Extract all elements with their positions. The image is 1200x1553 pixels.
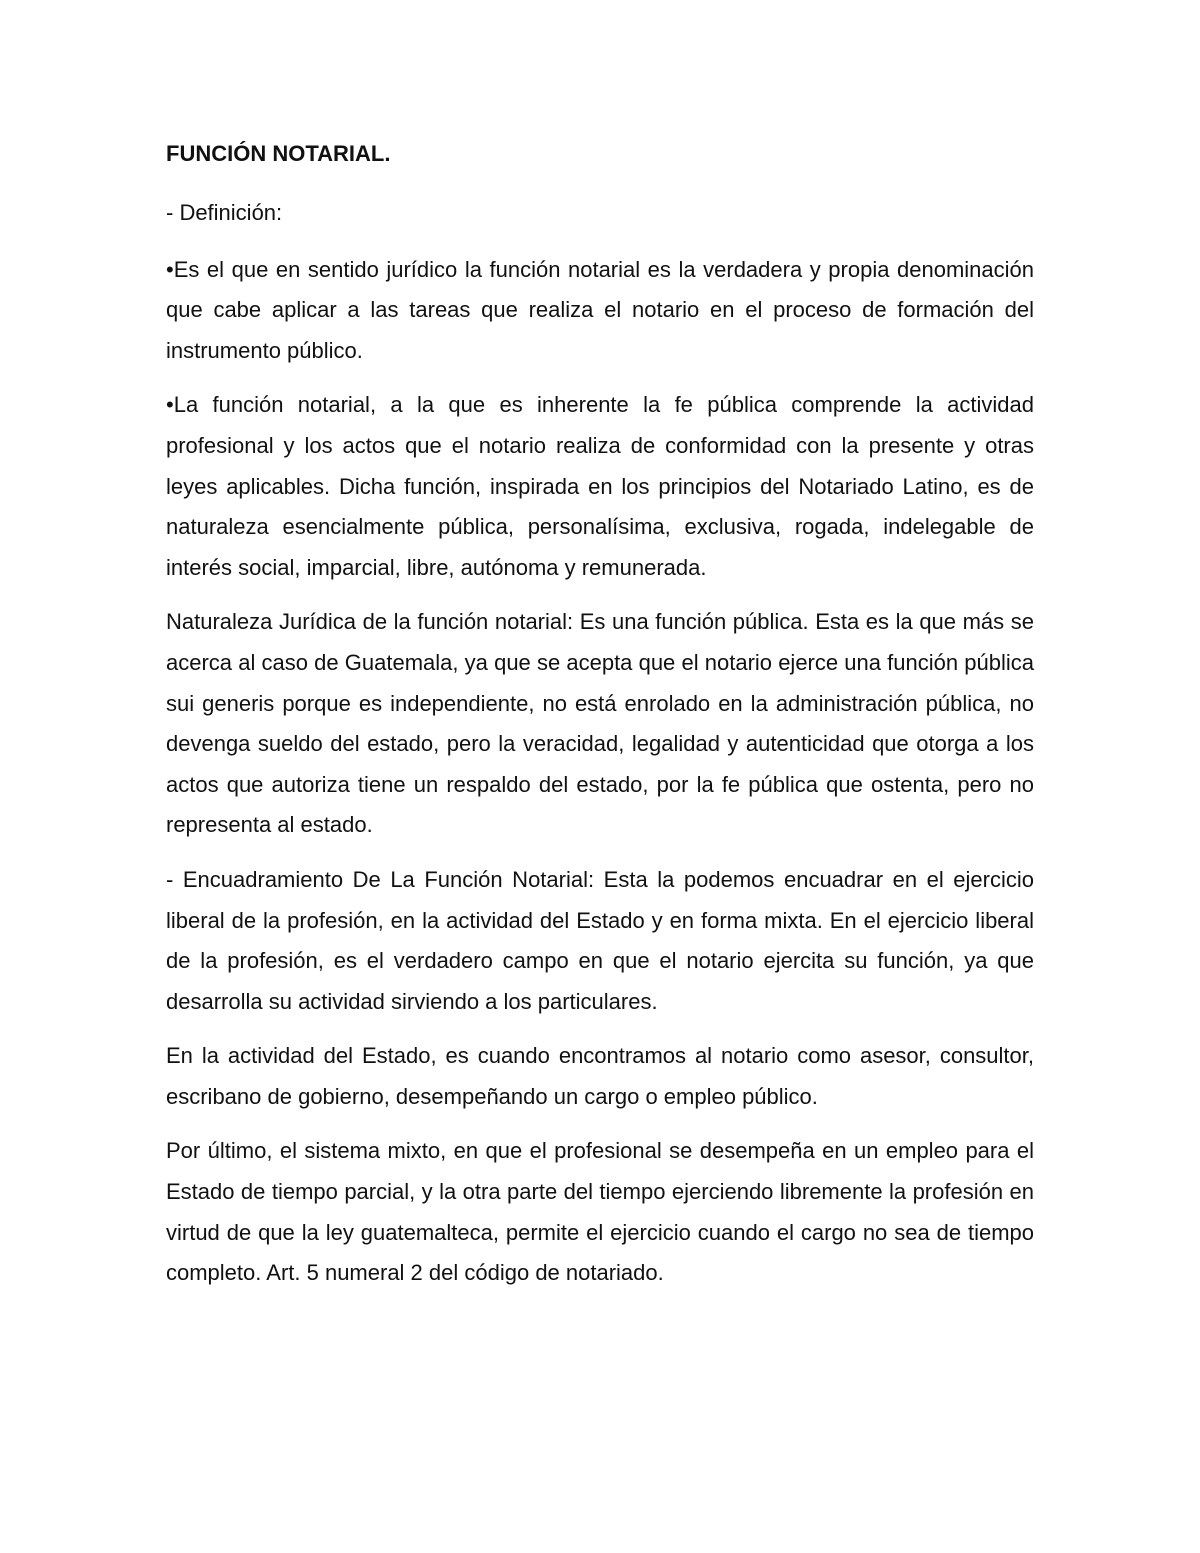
definition-bullet-2 xyxy=(166,385,1034,588)
document-title: FUNCIÓN NOTARIAL. xyxy=(166,141,391,166)
paragraph-actividad-estado: En la actividad del Estado, es cuando encontramos al notario como asesor, consultor, escribano de gobierno, desempeñando un cargo o empleo público. xyxy=(166,1043,1034,1109)
definition-bullet-1 xyxy=(166,250,1034,372)
bullet-2-text: La función notarial, a la que es inherente la fe pública comprende la actividad profesional y los actos que el notario realiza de conformidad con la presente y otras leyes aplicables. Dicha función, inspirada en los principios del Notariado Latino, es de naturaleza esencialmente pública, personalísima, exclusiva, rogada, indelegable de interés social, imparcial, libre, autónoma y remunerada. xyxy=(166,392,1034,580)
bullet-icon: • xyxy=(166,392,174,418)
paragraph-encuadramiento: - Encuadramiento De La Función Notarial: Esta la podemos encuadrar en el ejercicio liberal de la profesión, en la actividad del Estado y en forma mixta. En el ejercicio liberal de la profesión, es el verdadero campo en que el notario ejercita su función, ya que desarrolla su actividad sirviendo a los particulares. xyxy=(166,866,1034,1014)
paragraph-sistema-mixto: Por último, el sistema mixto, en que el profesional se desempeña en un empleo para el Estado de tiempo parcial, y la otra parte del tiempo ejerciendo libremente la profesión en virtud de que la ley guatemalteca, permite el ejercicio cuando el cargo no sea de tiempo completo. Art. 5 numeral 2 del código de notariado. xyxy=(166,1138,1034,1286)
paragraph-naturaleza: Naturaleza Jurídica de la función notarial: Es una función pública. Esta es la que más se acerca al caso de Guatemala, ya que se acepta que el notario ejerce una función pública sui generis porque es independiente, no está enrolado en la administración pública, no devenga sueldo del estado, pero la veracidad, legalidad y autenticidad que otorga a los actos que autoriza tiene un respaldo del estado, por la fe pública que ostenta, pero no representa al estado. xyxy=(166,609,1034,838)
bullet-1-text: Es el que en sentido jurídico la función notarial es la verdadera y propia denominación que cabe aplicar a las tareas que realiza el notario en el proceso de formación del instrumento público. xyxy=(166,256,1034,363)
definition-heading: - Definición: xyxy=(166,200,283,225)
document-page xyxy=(166,138,1034,1308)
bullet-icon: • xyxy=(166,256,174,282)
